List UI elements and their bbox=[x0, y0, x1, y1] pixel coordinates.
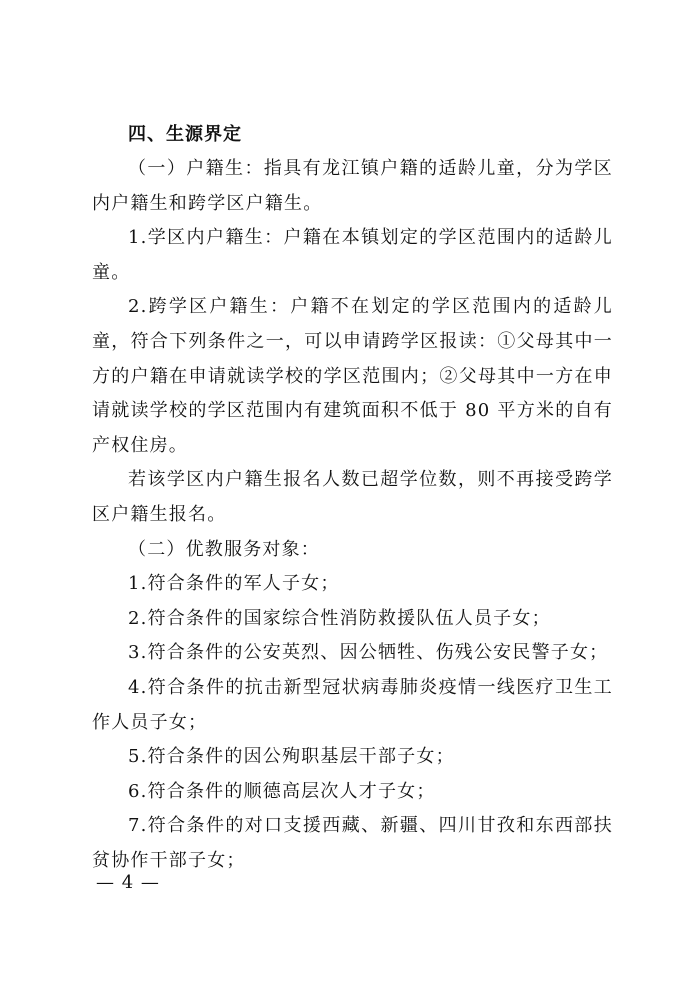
list-item-talent: 6.符合条件的顺德高层次人才子女； bbox=[128, 780, 436, 802]
list-item-cadres: 5.符合条件的因公殉职基层干部子女； bbox=[128, 746, 455, 768]
document-body bbox=[92, 118, 613, 878]
paragraph-over-capacity: 若该学区内户籍生报名人数已超学位数，则不再接受跨学区户籍生报名。 bbox=[92, 469, 613, 525]
list-item-aid-cadres: 7.符合条件的对口支援西藏、新疆、四川甘孜和东西部扶贫协作干部子女； bbox=[92, 815, 613, 871]
paragraph-cross-district: 2.跨学区户籍生：户籍不在划定的学区范围内的适龄儿童，符合下列条件之一，可以申请跨学区报读：①父母其中一方的户籍在申请就读学校的学区范围内；②父母其中一方在申请就读学校的学区范围内有建筑面积不低于 80 平方米的自有产权住房。 bbox=[92, 296, 613, 456]
paragraph-in-district: 1.学区内户籍生：户籍在本镇划定的学区范围内的适龄儿童。 bbox=[92, 227, 613, 283]
list-item-military: 1.符合条件的军人子女； bbox=[128, 573, 340, 595]
list-item-fire-rescue: 2.符合条件的国家综合性消防救援队伍人员子女； bbox=[128, 607, 551, 629]
section-heading: 四、生源界定 bbox=[128, 124, 242, 145]
list-item-police: 3.符合条件的公安英烈、因公牺牲、伤残公安民警子女； bbox=[128, 642, 609, 664]
page-number: — 4 — bbox=[96, 872, 160, 893]
list-item-medical: 4.符合条件的抗击新型冠状病毒肺炎疫情一线医疗卫生工作人员子女； bbox=[92, 676, 613, 733]
paragraph-household-students: （一）户籍生：指具有龙江镇户籍的适龄儿童，分为学区内户籍生和跨学区户籍生。 bbox=[92, 158, 613, 214]
paragraph-priority-heading: （二）优教服务对象： bbox=[128, 538, 320, 560]
